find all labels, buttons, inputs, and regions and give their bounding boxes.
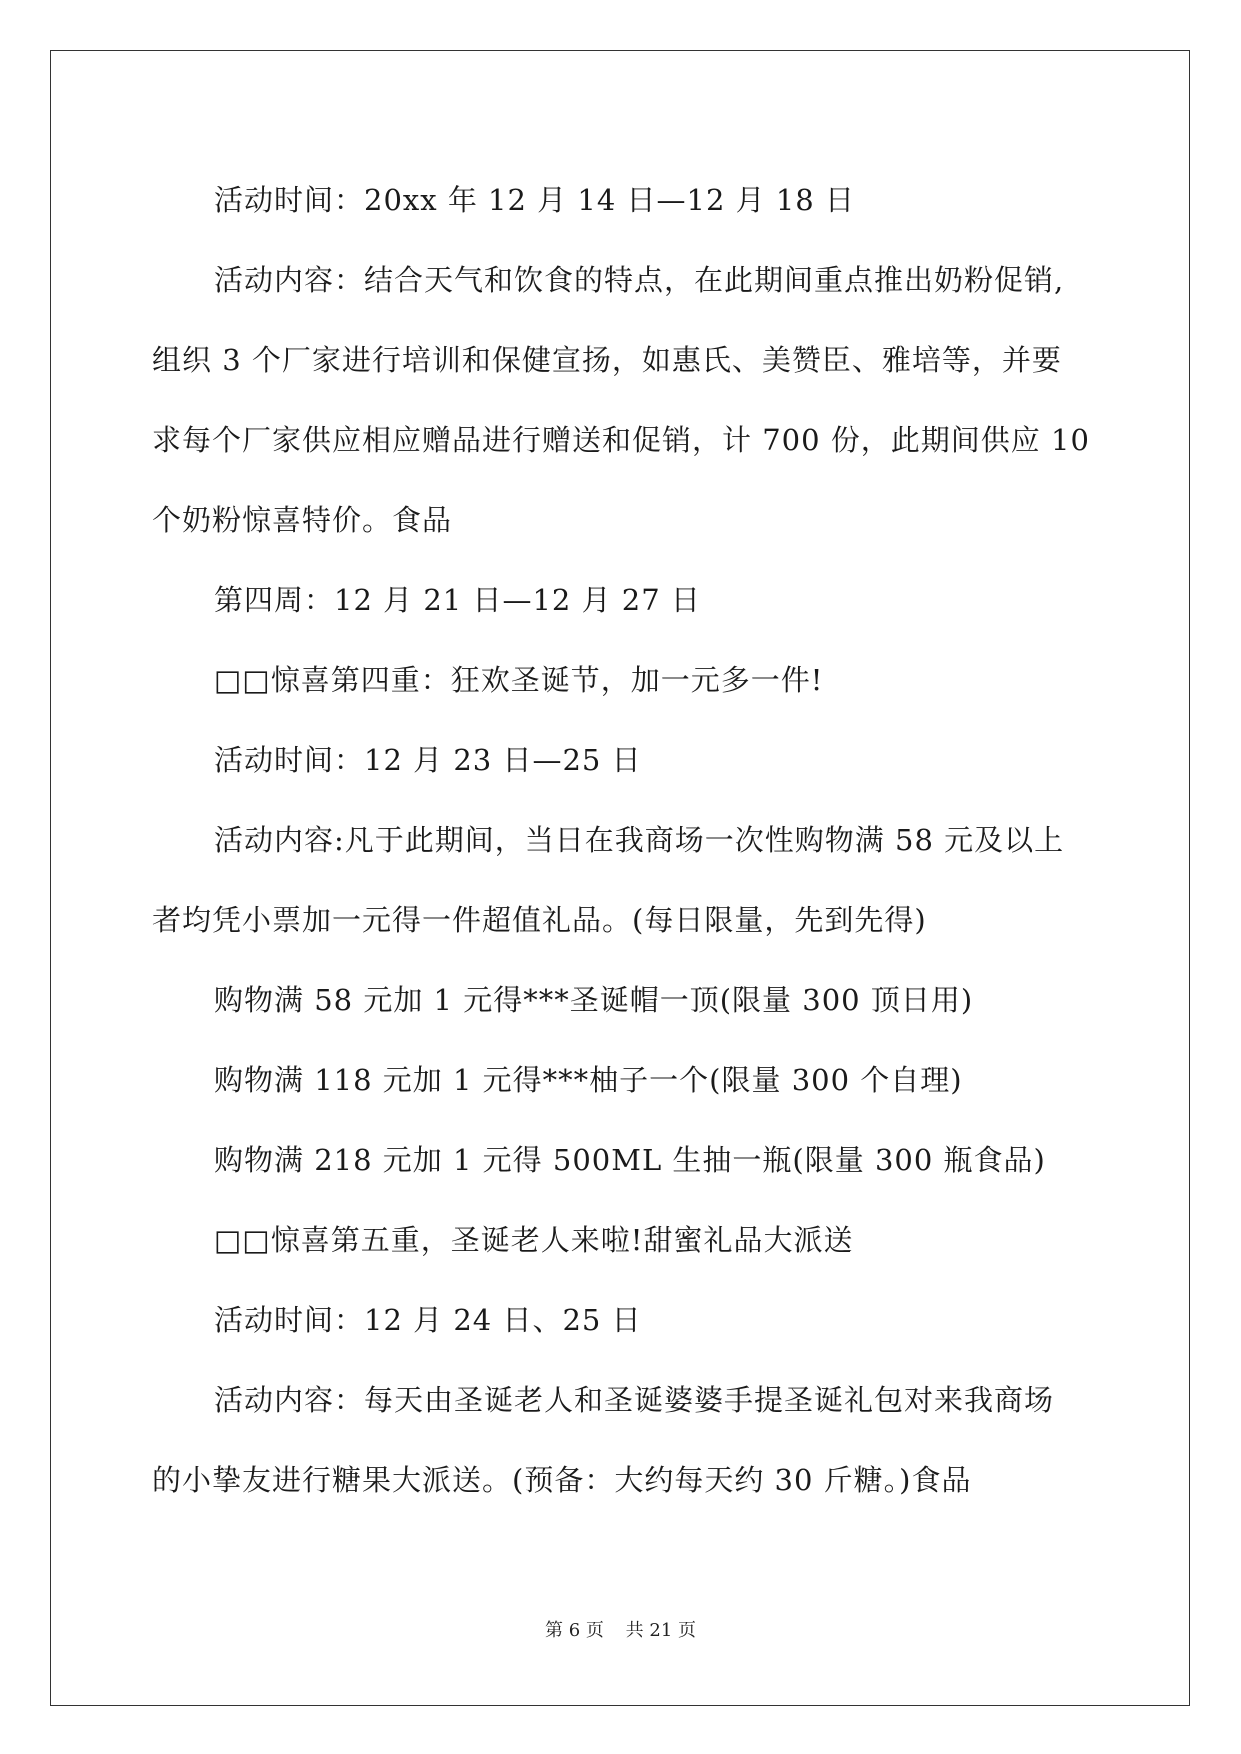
text-line: □□惊喜第四重：狂欢圣诞节，加一元多一件! xyxy=(214,663,824,697)
text-line: 购物满 218 元加 1 元得 500ML 生抽一瓶(限量 300 瓶食品) xyxy=(214,1143,1046,1177)
text-line: 活动时间：12 月 24 日、25 日 xyxy=(214,1303,642,1337)
page-total: 共 21 页 xyxy=(625,1620,696,1641)
page-footer xyxy=(0,1616,1241,1642)
text-line: 的小挚友进行糖果大派送。(预备：大约每天约 30 斤糖。)食品 xyxy=(152,1463,972,1497)
document-body xyxy=(152,160,1092,1520)
text-line: □□惊喜第五重，圣诞老人来啦!甜蜜礼品大派送 xyxy=(214,1223,854,1257)
text-line: 者均凭小票加一元得一件超值礼品。(每日限量，先到先得) xyxy=(152,903,927,937)
text-line: 活动内容:凡于此期间，当日在我商场一次性购物满 58 元及以上 xyxy=(214,823,1065,857)
text-line: 求每个厂家供应相应赠品进行赠送和促销，计 700 份，此期间供应 10 xyxy=(152,423,1090,457)
text-line: 活动时间：20xx 年 12 月 14 日—12 月 18 日 xyxy=(214,183,855,217)
text-line: 活动内容：每天由圣诞老人和圣诞婆婆手提圣诞礼包对来我商场 xyxy=(214,1383,1055,1417)
text-line: 购物满 58 元加 1 元得***圣诞帽一顶(限量 300 顶日用) xyxy=(214,983,974,1017)
text-line: 第四周：12 月 21 日—12 月 27 日 xyxy=(214,583,701,617)
text-line: 个奶粉惊喜特价。食品 xyxy=(152,503,453,537)
text-line: 组织 3 个厂家进行培训和保健宣扬，如惠氏、美赞臣、雅培等，并要 xyxy=(152,343,1062,377)
text-line: 活动时间：12 月 23 日—25 日 xyxy=(214,743,642,777)
text-line: 活动内容：结合天气和饮食的特点，在此期间重点推出奶粉促销, xyxy=(214,263,1065,297)
text-line: 购物满 118 元加 1 元得***柚子一个(限量 300 个自理) xyxy=(214,1063,963,1097)
page-number: 第 6 页 xyxy=(545,1620,604,1641)
